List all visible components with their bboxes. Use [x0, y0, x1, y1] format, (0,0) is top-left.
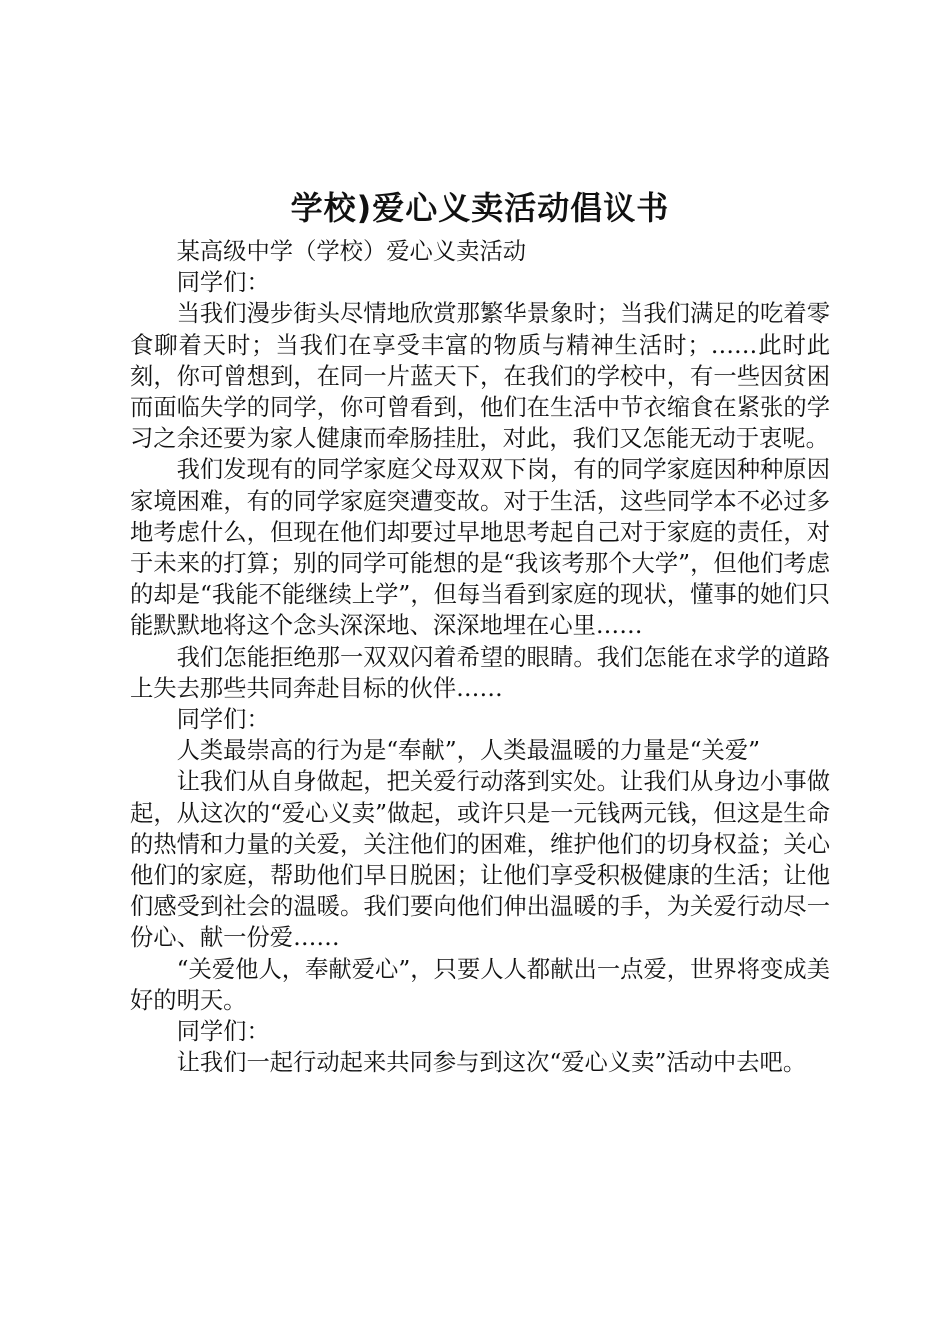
paragraph-salutation: 同学们：	[176, 706, 270, 734]
paragraph-body: “关爱他人，奉献爱心”，只要人人都献出一点爱，世界将变成美好的明天。	[130, 955, 830, 1014]
paragraph-salutation: 同学们：	[176, 269, 270, 297]
paragraph-body: 我们怎能拒绝那一双双闪着希望的眼睛。我们怎能在求学的道路上失去那些共同奔赴目标的伙伴……	[130, 643, 830, 702]
paragraph-body: 当我们漫步街头尽情地欣赏那繁华景象时；当我们满足的吃着零食聊着天时；当我们在享受丰富的物质与精神生活时；……此时此刻，你可曾想到，在同一片蓝天下，在我们的学校中，有一些因贫困而面临失学的同学，你可曾看到，他们在生活中节衣缩食在紧张的学习之余还要为家人健康而牵肠挂肚，对此，我们又怎能无动于衷呢。	[130, 300, 830, 453]
paragraph-body: 我们发现有的同学家庭父母双双下岗，有的同学家庭因种种原因家境困难，有的同学家庭突遭变故。对于生活，这些同学本不必过多地考虑什么，但现在他们却要过早地思考起自己对于家庭的责任，对于未来的打算；别的同学可能想的是“我该考那个大学”，但他们考虑的却是“我能不能继续上学”，但每当看到家庭的现状，懂事的她们只能默默地将这个念头深深地、深深地埋在心里……	[130, 456, 830, 640]
paragraph-body: 人类最崇高的行为是“奉献”，人类最温暖的力量是“关爱”	[176, 737, 761, 765]
document-title: 学校)爱心义卖活动倡议书	[290, 189, 670, 227]
paragraph-subtitle: 某高级中学（学校）爱心义卖活动	[176, 238, 527, 265]
paragraph-closing: 让我们一起行动起来共同参与到这次“爱心义卖”活动中去吧。	[176, 1049, 807, 1077]
paragraph-body: 让我们从自身做起，把关爱行动落到实处。让我们从身边小事做起，从这次的“爱心义卖”做起，或许只是一元钱两元钱，但这是生命的热情和力量的关爱，关注他们的困难，维护他们的切身权益；关心他们的家庭，帮助他们早日脱困；让他们享受积极健康的生活；让他们感受到社会的温暖。我们要向他们伸出温暖的手，为关爱行动尽一份心、献一份爱……	[130, 768, 830, 952]
document-page	[130, 182, 830, 1078]
paragraph-salutation: 同学们：	[176, 1018, 270, 1046]
